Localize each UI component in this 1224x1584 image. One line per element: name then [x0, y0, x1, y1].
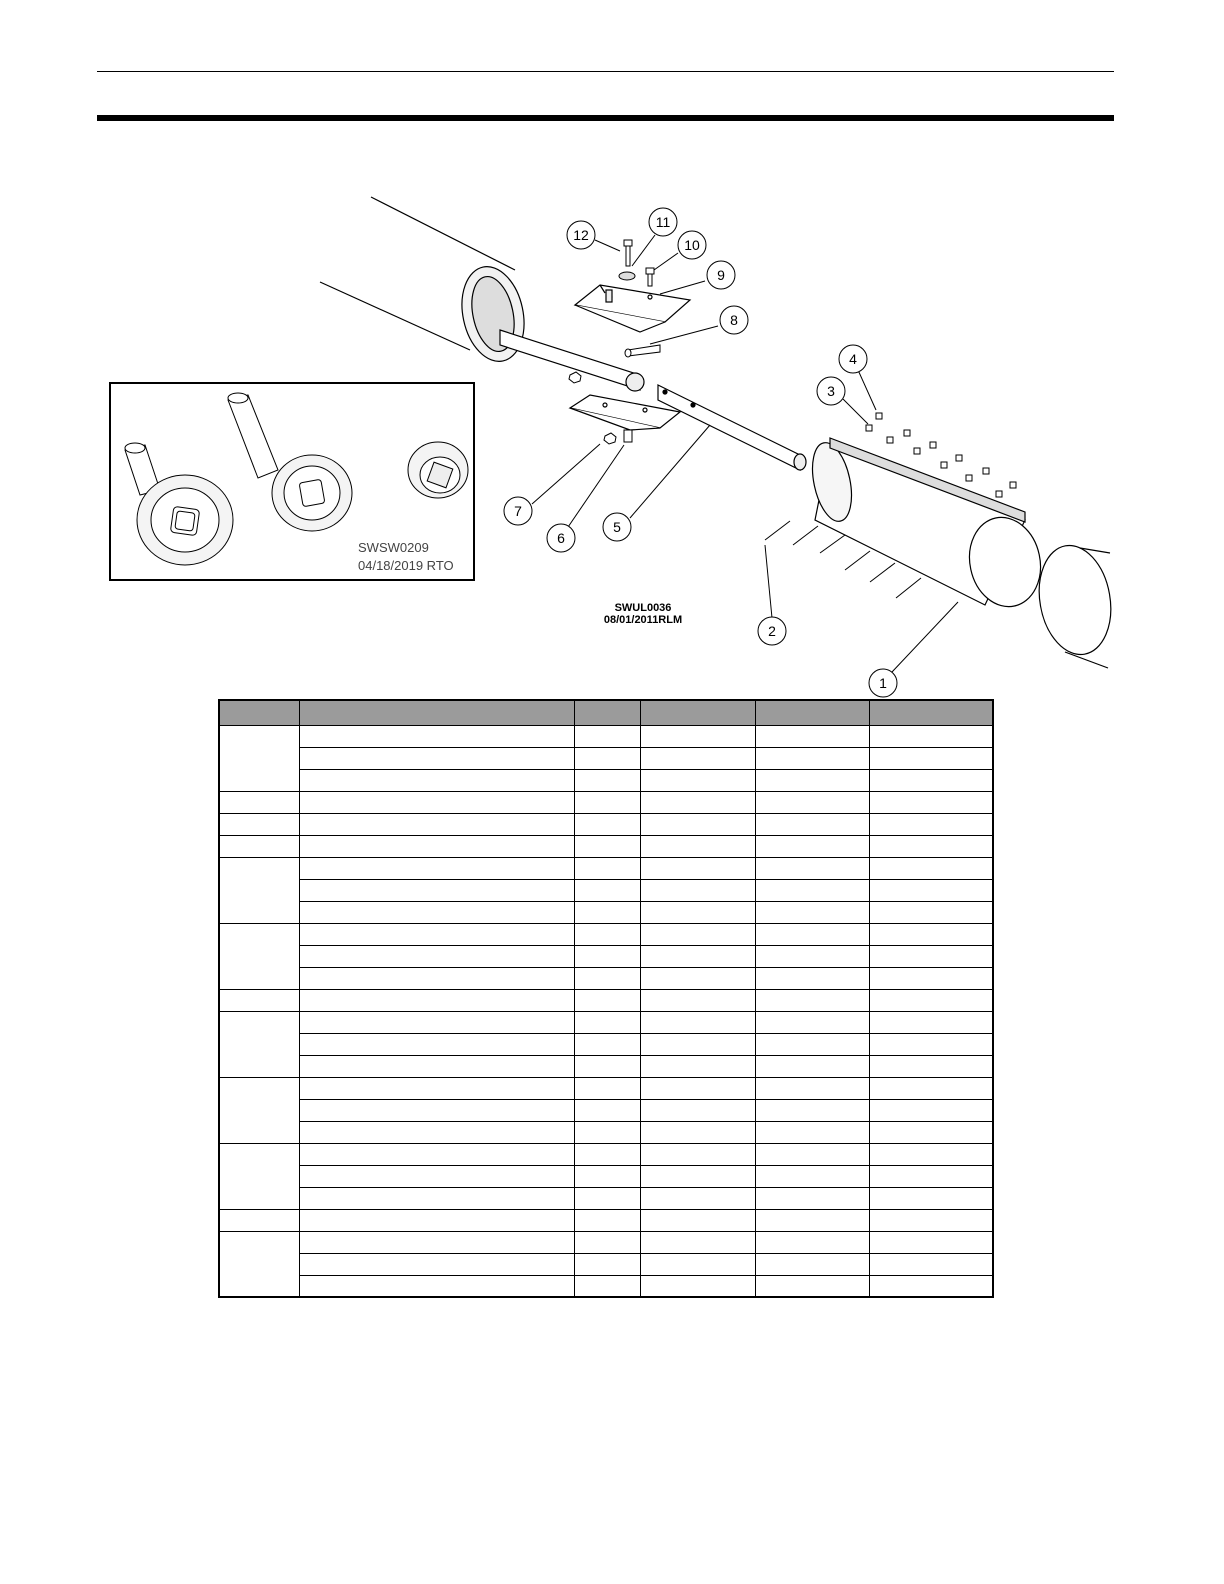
table-cell [299, 1165, 574, 1187]
table-cell [755, 1165, 869, 1187]
table-cell [574, 1275, 640, 1297]
table-cell [299, 1275, 574, 1297]
table-row [219, 901, 993, 923]
callout-label-4: 4 [849, 351, 857, 367]
table-row [219, 967, 993, 989]
table-row [219, 1033, 993, 1055]
table-row [219, 769, 993, 791]
table-row [219, 791, 993, 813]
table-cell [869, 1165, 993, 1187]
table-row [219, 1209, 993, 1231]
table-cell [574, 1165, 640, 1187]
table-row [219, 813, 993, 835]
table-cell [574, 1011, 640, 1033]
table-cell [219, 1077, 299, 1143]
table-cell [574, 967, 640, 989]
table-cell [640, 1231, 755, 1253]
table-cell [755, 1055, 869, 1077]
table-cell [299, 1143, 574, 1165]
diagram-drawing-id: SWUL0036 [614, 602, 672, 614]
table-cell [755, 1275, 869, 1297]
table-cell [755, 1231, 869, 1253]
table-row [219, 1055, 993, 1077]
table-cell [574, 791, 640, 813]
table-cell [574, 1143, 640, 1165]
table-cell [755, 747, 869, 769]
table-cell [869, 725, 993, 747]
callout-label-9: 9 [717, 267, 725, 283]
callout-label-7: 7 [514, 503, 522, 519]
table-cell [574, 879, 640, 901]
table-cell [574, 857, 640, 879]
table-cell [755, 1143, 869, 1165]
table-cell [869, 1143, 993, 1165]
table-cell [574, 1099, 640, 1121]
table-cell [299, 923, 574, 945]
table-cell [299, 901, 574, 923]
table-cell [299, 1231, 574, 1253]
table-cell [640, 1165, 755, 1187]
table-cell [640, 1209, 755, 1231]
table-cell [755, 945, 869, 967]
table-cell [219, 1231, 299, 1297]
table-cell [299, 1209, 574, 1231]
col-header-part-c [869, 700, 993, 725]
table-row [219, 989, 993, 1011]
table-cell [299, 1077, 574, 1099]
table-cell [219, 725, 299, 791]
table-cell [755, 857, 869, 879]
table-cell [869, 989, 993, 1011]
inset-drawing-id: SWSW0209 [358, 540, 429, 555]
table-cell [299, 747, 574, 769]
table-cell [640, 1077, 755, 1099]
callout-label-12: 12 [573, 227, 589, 243]
callout-label-1: 1 [879, 675, 887, 691]
bolts-top [619, 240, 654, 286]
table-cell [574, 813, 640, 835]
table-cell [640, 901, 755, 923]
table-cell [574, 989, 640, 1011]
table-cell [574, 747, 640, 769]
table-cell [640, 945, 755, 967]
table-cell [755, 1187, 869, 1209]
table-cell [219, 813, 299, 835]
callout-label-10: 10 [684, 237, 700, 253]
table-cell [574, 835, 640, 857]
col-header-part-b [755, 700, 869, 725]
table-cell [299, 725, 574, 747]
table-cell [869, 901, 993, 923]
table-row [219, 1231, 993, 1253]
table-cell [755, 923, 869, 945]
table-cell [869, 1077, 993, 1099]
table-cell [869, 1099, 993, 1121]
table-cell [640, 1099, 755, 1121]
table-cell [755, 725, 869, 747]
table-cell [755, 989, 869, 1011]
table-cell [755, 901, 869, 923]
table-cell [869, 857, 993, 879]
table-cell [574, 1033, 640, 1055]
table-cell [219, 1011, 299, 1077]
table-row [219, 1275, 993, 1297]
table-cell [869, 945, 993, 967]
table-cell [574, 1121, 640, 1143]
table-cell [219, 791, 299, 813]
table-cell [869, 1121, 993, 1143]
callout-label-2: 2 [768, 623, 776, 639]
table-cell [640, 835, 755, 857]
table-cell [574, 1187, 640, 1209]
table-cell [755, 1011, 869, 1033]
table-cell [299, 769, 574, 791]
table-cell [869, 879, 993, 901]
table-cell [574, 725, 640, 747]
table-cell [299, 835, 574, 857]
table-cell [299, 791, 574, 813]
table-cell [299, 1187, 574, 1209]
callout-label-5: 5 [613, 519, 621, 535]
table-cell [869, 1209, 993, 1231]
table-cell [640, 879, 755, 901]
table-row [219, 1187, 993, 1209]
table-row [219, 857, 993, 879]
table-cell [640, 967, 755, 989]
table-cell [869, 813, 993, 835]
table-cell [869, 1275, 993, 1297]
table-cell [869, 967, 993, 989]
table-cell [299, 1033, 574, 1055]
table-row [219, 923, 993, 945]
table-cell [219, 857, 299, 923]
table-cell [755, 813, 869, 835]
table-row [219, 879, 993, 901]
table-cell [640, 725, 755, 747]
table-cell [640, 791, 755, 813]
inset-detail [110, 383, 474, 580]
table-cell [574, 769, 640, 791]
table-cell [869, 769, 993, 791]
table-cell [640, 989, 755, 1011]
table-header-row [219, 700, 993, 725]
col-header-description [299, 700, 574, 725]
parts-table-body [219, 725, 993, 1297]
table-cell [299, 879, 574, 901]
table-cell [299, 1055, 574, 1077]
table-cell [869, 1253, 993, 1275]
table-cell [869, 1055, 993, 1077]
table-cell [755, 791, 869, 813]
table-row [219, 1099, 993, 1121]
table-cell [574, 923, 640, 945]
table-cell [869, 747, 993, 769]
table-row [219, 1165, 993, 1187]
table-cell [299, 857, 574, 879]
table-cell [755, 967, 869, 989]
table-cell [755, 1033, 869, 1055]
table-cell [299, 945, 574, 967]
table-cell [574, 945, 640, 967]
table-cell [640, 813, 755, 835]
clamp-bracket-upper [575, 285, 690, 332]
shaft-part-5 [658, 385, 806, 470]
table-cell [574, 901, 640, 923]
table-cell [640, 1055, 755, 1077]
table-cell [755, 879, 869, 901]
table-cell [299, 1121, 574, 1143]
table-cell [219, 1143, 299, 1209]
table-cell [755, 1077, 869, 1099]
table-cell [755, 1209, 869, 1231]
table-cell [755, 1121, 869, 1143]
table-row [219, 945, 993, 967]
table-cell [299, 813, 574, 835]
diagram-drawing-date: 08/01/2011RLM [603, 614, 683, 626]
table-cell [219, 1209, 299, 1231]
inset-drawing-date: 04/18/2019 RTO [358, 558, 454, 573]
col-header-item [219, 700, 299, 725]
parts-table [218, 699, 994, 1298]
table-cell [640, 923, 755, 945]
table-row [219, 1253, 993, 1275]
table-cell [869, 791, 993, 813]
table-row [219, 725, 993, 747]
table-cell [574, 1209, 640, 1231]
table-cell [640, 1121, 755, 1143]
table-cell [299, 989, 574, 1011]
table-cell [574, 1253, 640, 1275]
table-cell [640, 1253, 755, 1275]
right-tube [1031, 540, 1119, 668]
pin-part-8 [625, 345, 660, 357]
table-cell [299, 1099, 574, 1121]
table-cell [755, 1099, 869, 1121]
table-cell [574, 1077, 640, 1099]
table-cell [869, 1187, 993, 1209]
callout-label-8: 8 [730, 312, 738, 328]
table-cell [640, 1033, 755, 1055]
table-row [219, 747, 993, 769]
table-cell [755, 1253, 869, 1275]
table-cell [640, 1275, 755, 1297]
table-cell [869, 1033, 993, 1055]
table-cell [219, 989, 299, 1011]
table-cell [640, 769, 755, 791]
table-cell [640, 1011, 755, 1033]
table-cell [869, 835, 993, 857]
table-cell [640, 1143, 755, 1165]
table-cell [640, 747, 755, 769]
callout-label-6: 6 [557, 530, 565, 546]
col-header-part-a [640, 700, 755, 725]
table-cell [640, 1187, 755, 1209]
table-cell [219, 835, 299, 857]
table-cell [869, 923, 993, 945]
drum-part-1 [806, 438, 1049, 613]
table-cell [299, 1011, 574, 1033]
table-cell [299, 1253, 574, 1275]
table-cell [869, 1231, 993, 1253]
col-header-qty [574, 700, 640, 725]
table-row [219, 1011, 993, 1033]
table-cell [574, 1231, 640, 1253]
table-row [219, 1143, 993, 1165]
callout-label-3: 3 [827, 383, 835, 399]
table-cell [299, 967, 574, 989]
table-cell [219, 923, 299, 989]
table-row [219, 835, 993, 857]
table-row [219, 1077, 993, 1099]
table-row [219, 1121, 993, 1143]
table-cell [574, 1055, 640, 1077]
callout-label-11: 11 [655, 214, 671, 230]
table-cell [755, 835, 869, 857]
table-cell [640, 857, 755, 879]
table-cell [869, 1011, 993, 1033]
table-cell [755, 769, 869, 791]
exploded-parts-diagram [0, 0, 1224, 700]
